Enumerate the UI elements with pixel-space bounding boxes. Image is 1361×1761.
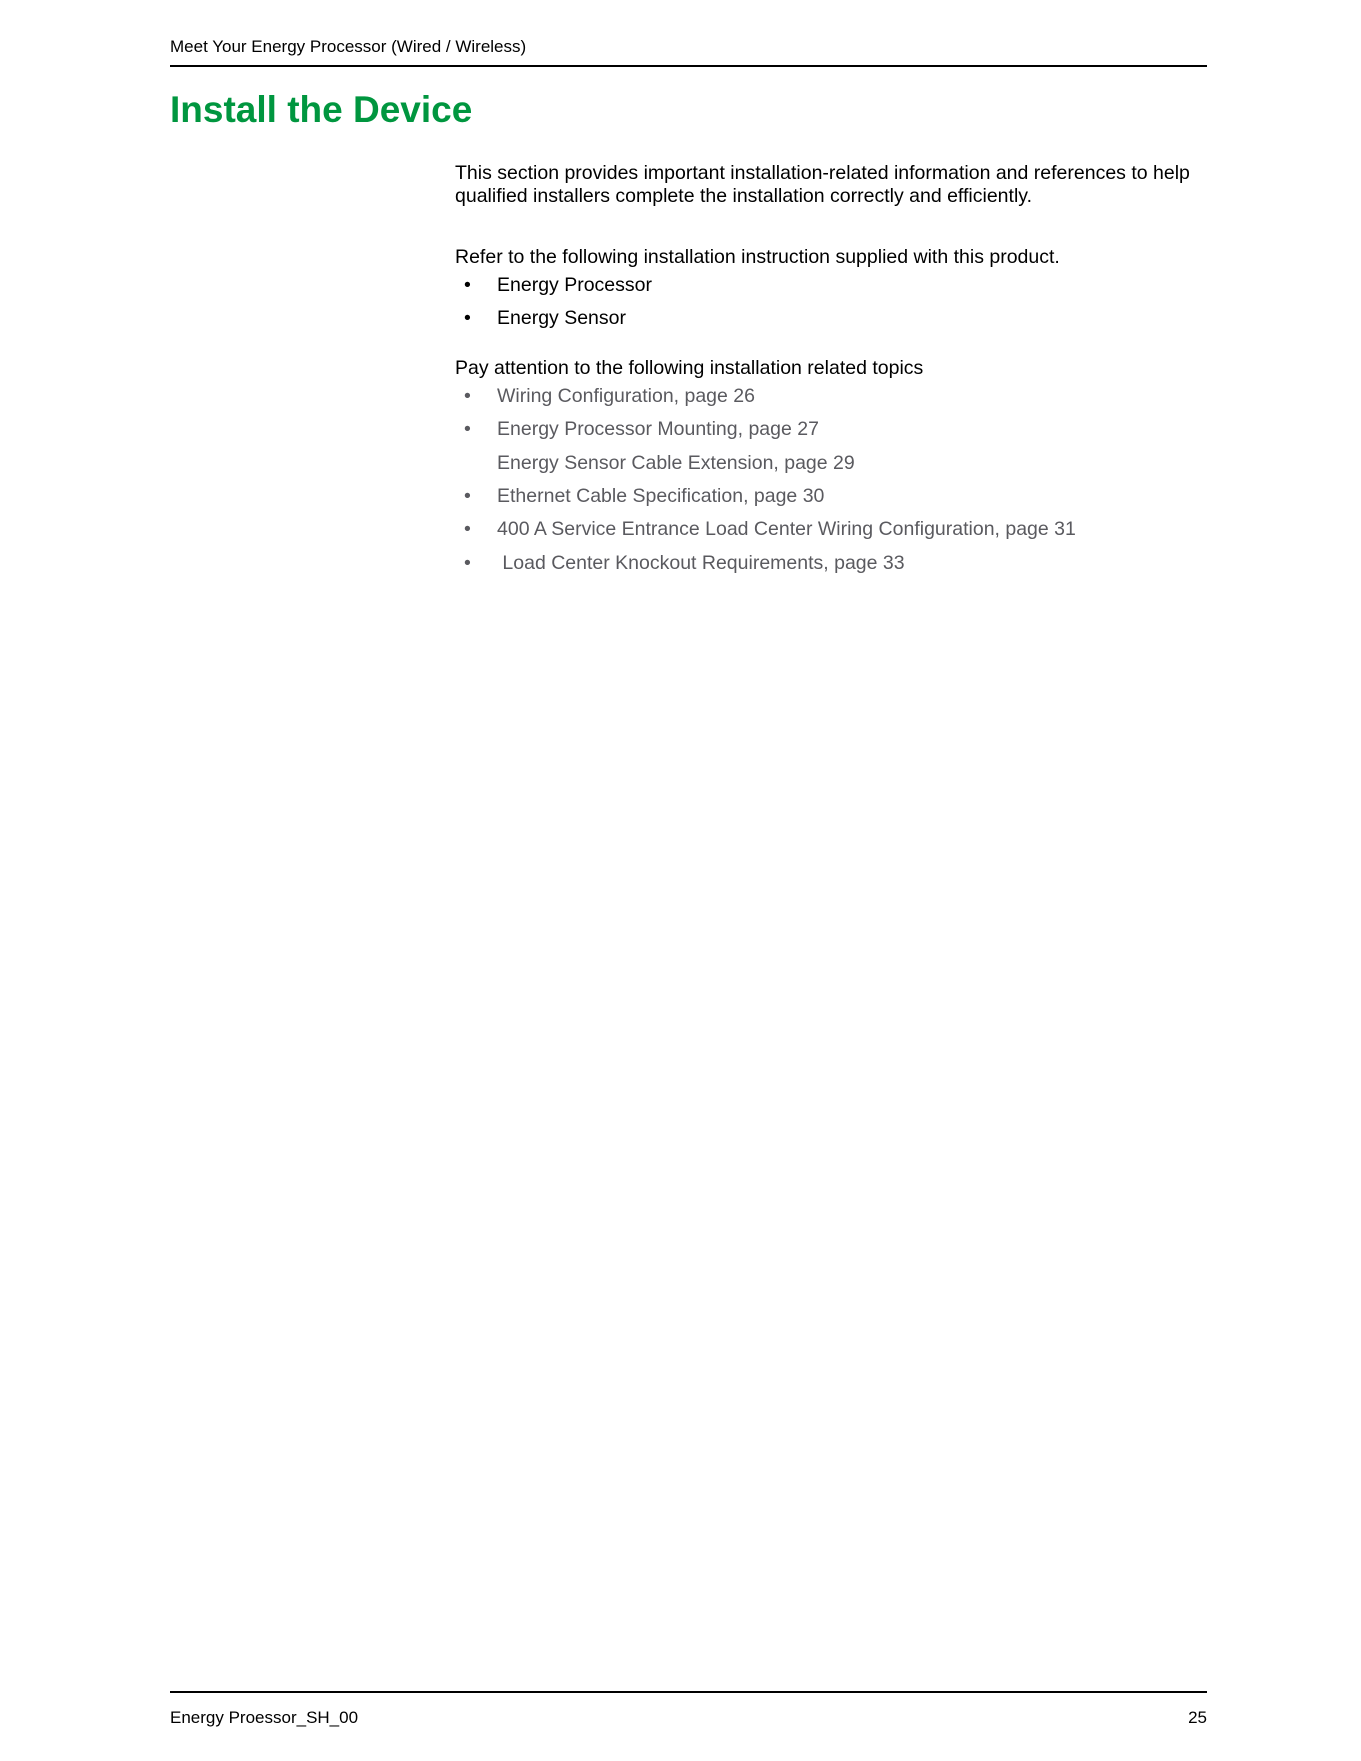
- bullet-icon: •: [464, 274, 471, 296]
- topic-link-text[interactable]: Wiring Configuration, page 26: [497, 384, 755, 407]
- topic-link-text[interactable]: Load Center Knockout Requirements, page 33: [497, 551, 905, 574]
- page-title: Install the Device: [170, 89, 473, 130]
- topic-link-text[interactable]: 400 A Service Entrance Load Center Wiring Configuration, page 31: [497, 518, 1076, 541]
- main-content: [455, 162, 1207, 580]
- topics-list: [455, 380, 1207, 580]
- list-item: [455, 302, 1207, 335]
- footer-document-id: Energy Proessor_SH_00: [170, 1708, 359, 1727]
- bullet-icon: •: [464, 418, 471, 441]
- list-item: [455, 269, 1207, 302]
- list-item-text: Energy Sensor: [497, 307, 626, 330]
- topic-link-text[interactable]: Energy Sensor Cable Extension, page 29: [497, 451, 855, 474]
- page-number: 25: [1188, 1708, 1207, 1727]
- footer-divider: [170, 1691, 1207, 1693]
- instructions-lead: Refer to the following installation instruction supplied with this product.: [455, 246, 1060, 268]
- bullet-icon: •: [464, 551, 471, 574]
- bullet-icon: •: [464, 484, 471, 507]
- bullet-icon: •: [464, 307, 471, 330]
- topic-link-sensor-cable-extension[interactable]: [455, 447, 1207, 480]
- bullet-icon: •: [464, 518, 471, 541]
- topic-link-processor-mounting[interactable]: [455, 413, 1207, 446]
- list-item-text: Energy Processor: [497, 274, 652, 296]
- topic-link-wiring-configuration[interactable]: [455, 380, 1207, 413]
- topics-lead: Pay attention to the following installation related topics: [455, 356, 924, 379]
- running-header: Meet Your Energy Processor (Wired / Wireless): [170, 37, 527, 56]
- intro-paragraph: This section provides important installation-related information and references to help qualified installers complete the installation correctly and efficiently.: [455, 162, 1190, 207]
- topic-link-400a-wiring[interactable]: [455, 513, 1207, 546]
- topic-link-ethernet-cable[interactable]: [455, 480, 1207, 513]
- instructions-list: [455, 269, 1207, 336]
- header-divider: [170, 65, 1207, 67]
- topic-link-text[interactable]: Ethernet Cable Specification, page 30: [497, 484, 825, 507]
- topic-link-text[interactable]: Energy Processor Mounting, page 27: [497, 418, 819, 441]
- bullet-icon: •: [464, 384, 471, 407]
- topic-link-knockout-requirements[interactable]: [455, 547, 1207, 580]
